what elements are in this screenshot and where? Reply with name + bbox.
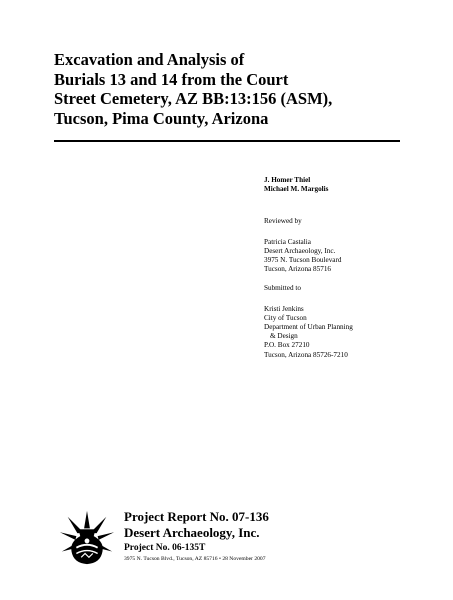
title-line: Tucson, Pima County, Arizona: [54, 108, 269, 128]
report-number: Project Report No. 07-136: [124, 509, 269, 524]
reviewer-line: Patricia Castalia: [264, 237, 311, 246]
authors: [264, 176, 449, 194]
author-name: J. Homer Thiel: [264, 176, 311, 184]
recipient-line: & Design: [270, 332, 298, 341]
organization-name: Desert Archaeology, Inc.: [124, 524, 260, 540]
recipient-line: City of Tucson: [264, 313, 307, 322]
reviewer-line: Tucson, Arizona 85716: [264, 265, 332, 274]
reviewer-address: [264, 238, 449, 275]
address-date: 3975 N. Tucson Blvd., Tucson, AZ 85716 • 28 November 2007: [124, 556, 266, 562]
submitted-to-label: Submitted to: [264, 284, 301, 293]
credits-block: [264, 176, 449, 360]
recipient-line: Tucson, Arizona 85726-7210: [264, 350, 348, 359]
reviewer-line: 3975 N. Tucson Boulevard: [264, 256, 342, 265]
title-line: Burials 13 and 14 from the Court: [54, 69, 289, 89]
author-name: Michael M. Margolis: [264, 185, 329, 194]
recipient-line: P.O. Box 27210: [264, 341, 310, 350]
desert-archaeology-logo-icon: [58, 509, 116, 567]
report-footer: [124, 509, 424, 563]
title-line: Street Cemetery, AZ BB:13:156 (ASM),: [54, 89, 333, 108]
recipient-line: Department of Urban Planning: [264, 323, 353, 332]
title-rule: [54, 140, 400, 142]
project-number: Project No. 06-135T: [124, 543, 206, 553]
title-line: Excavation and Analysis of: [54, 50, 245, 69]
recipient-line: Kristi Jenkins: [264, 304, 304, 313]
reviewed-by-label: Reviewed by: [264, 217, 302, 226]
reviewer-line: Desert Archaeology, Inc.: [264, 246, 336, 255]
report-title: [54, 50, 414, 128]
recipient-address: [264, 305, 449, 360]
